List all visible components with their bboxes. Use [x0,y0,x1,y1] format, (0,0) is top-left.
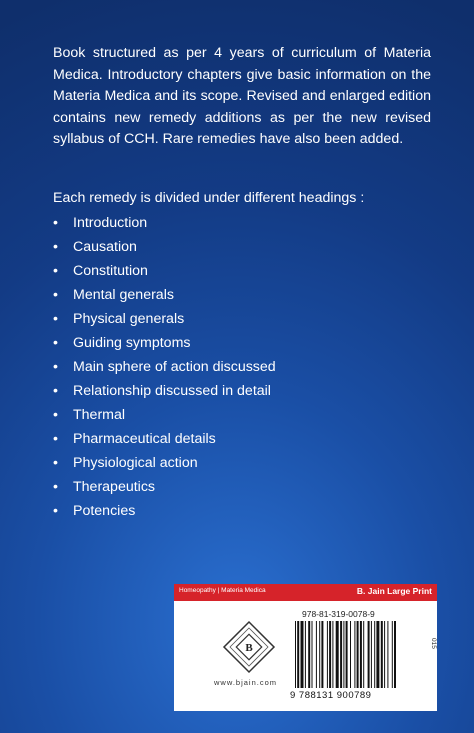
price-code: 015 [430,638,437,649]
list-item: • Therapeutics [53,477,276,501]
list-item: • Potencies [53,501,276,525]
headings-list [53,213,276,525]
bullet: • [53,503,58,519]
list-item: • Introduction [53,213,276,237]
list-item: • Physiological action [53,453,276,477]
category-bar [174,584,437,601]
publisher-logo-icon [222,620,276,674]
list-item: • Physical generals [53,309,276,333]
bullet: • [53,383,58,399]
isbn-text: 978-81-319-0078-9 [302,609,375,619]
list-item: • Mental generals [53,285,276,309]
bullet: • [53,479,58,495]
list-item: • Main sphere of action discussed [53,357,276,381]
publisher-label [174,584,437,711]
bullet: • [53,311,58,327]
bullet: • [53,455,58,471]
list-item: • Constitution [53,261,276,285]
bullet: • [53,263,58,279]
category-text: Homeopathy | Materia Medica [179,587,266,594]
bullet: • [53,359,58,375]
list-item: • Causation [53,237,276,261]
barcode-number: 9 788131 900789 [290,690,372,701]
svg-text:B: B [245,642,253,654]
bullet: • [53,239,58,255]
bullet: • [53,335,58,351]
list-item: • Guiding symptoms [53,333,276,357]
list-item: • Relationship discussed in detail [53,381,276,405]
bullet: • [53,215,58,231]
description-text: Book structured as per 4 years of curriculum of Materia Medica. Introductory chapters give basic information on the Materia Medica and its scope. Revised and enlarged edition contains new remedy additions as per the new revised syllabus of CCH. Rare remedies have also been added. [53,45,431,147]
website-text: www.bjain.com [214,678,278,687]
list-item: • Thermal [53,405,276,429]
bullet: • [53,287,58,303]
barcode [295,621,427,688]
series-text: B. Jain Large Print [356,586,432,596]
bullet: • [53,407,58,423]
bullet: • [53,431,58,447]
list-heading: Each remedy is divided under different headings : [53,190,365,206]
list-item: • Pharmaceutical details [53,429,276,453]
